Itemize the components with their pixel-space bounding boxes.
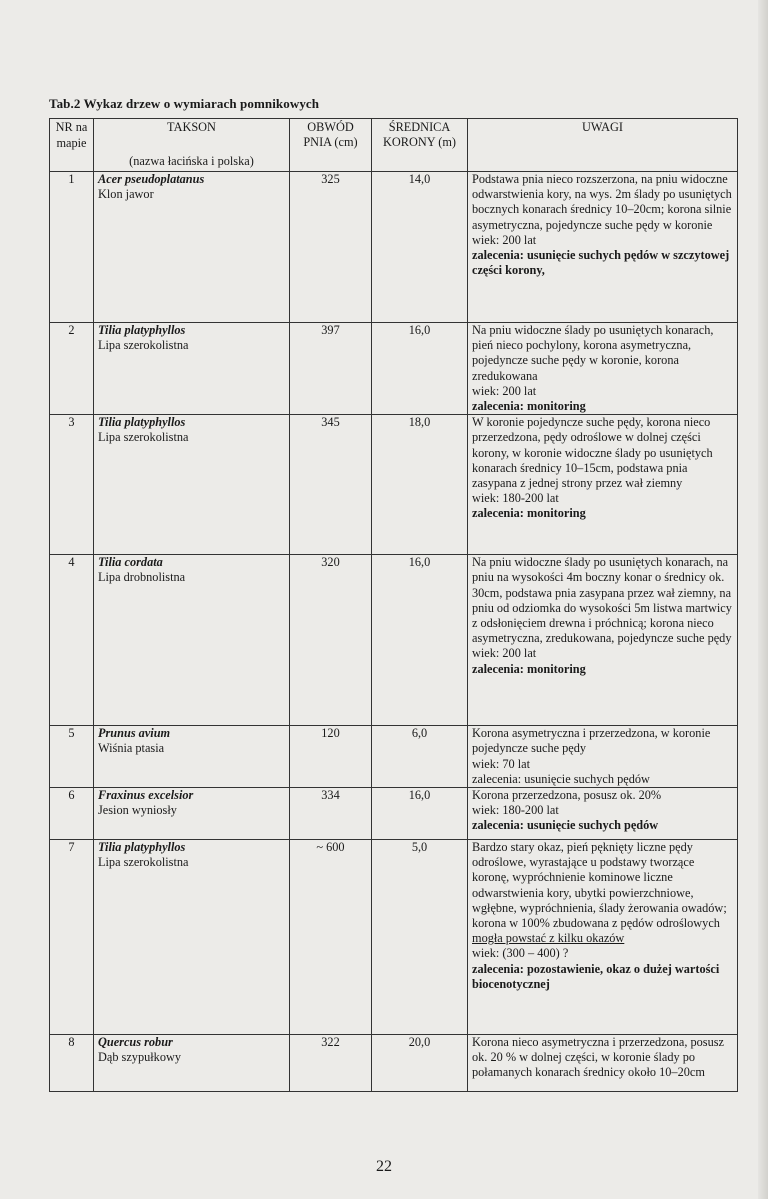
table-row	[50, 172, 738, 323]
latin-name: Tilia cordata	[98, 555, 163, 570]
cell-srednica: 16,0	[372, 323, 468, 415]
cell-nr: 4	[50, 555, 94, 726]
cell-srednica: 6,0	[372, 726, 468, 788]
cell-takson	[94, 726, 290, 788]
note-text: Korona asymetryczna i przerzedzona, w koronie pojedyncze suche pędy	[472, 726, 711, 756]
cell-obwod: 120	[290, 726, 372, 788]
cell-obwod: 334	[290, 788, 372, 840]
note-text: Na pniu widoczne ślady po usuniętych konarach, pień nieco pochylony, korona asymetryczna, pojedyncze suche pędy w koronie, korona zredukowana	[472, 323, 714, 383]
cell-takson	[94, 1035, 290, 1092]
table-row	[50, 555, 738, 726]
cell-obwod: 322	[290, 1035, 372, 1092]
latin-name: Fraxinus excelsior	[98, 788, 194, 803]
note-text: wiek: (300 – 400) ?	[472, 946, 569, 961]
polish-name: Lipa szerokolistna	[98, 430, 189, 445]
cell-obwod: ~ 600	[290, 840, 372, 1035]
recommendation-text: zalecenia: usunięcie suchych pędów	[472, 818, 659, 833]
table-header-row	[50, 119, 738, 172]
polish-name: Dąb szypułkowy	[98, 1050, 181, 1065]
cell-takson	[94, 840, 290, 1035]
recommendation-text: zalecenia: monitoring	[472, 399, 586, 414]
cell-uwagi	[468, 323, 738, 415]
cell-uwagi	[468, 415, 738, 555]
cell-srednica: 5,0	[372, 840, 468, 1035]
table-caption: Tab.2 Wykaz drzew o wymiarach pomnikowych	[49, 96, 320, 111]
table-row	[50, 726, 738, 788]
cell-nr: 6	[50, 788, 94, 840]
header-nr: NR na mapie	[50, 119, 94, 172]
monumental-trees-table	[49, 118, 738, 1092]
latin-name: Tilia platyphyllos	[98, 323, 186, 337]
cell-obwod: 320	[290, 555, 372, 726]
cell-uwagi	[468, 726, 738, 788]
table-row	[50, 323, 738, 415]
cell-uwagi	[468, 1035, 738, 1092]
note-text: Korona nieco asymetryczna i przerzedzona, posusz ok. 20 % w dolnej części, w koronie ślady po połamanych konarach średnicy około 10–20cm	[472, 1035, 724, 1080]
recommendation-text: zalecenia: pozostawienie, okaz o dużej wartości biocenotycznej	[472, 961, 720, 991]
cell-srednica: 20,0	[372, 1035, 468, 1092]
cell-nr: 2	[50, 323, 94, 415]
latin-name: Prunus avium	[98, 726, 171, 741]
page-number: 22	[376, 1158, 392, 1175]
polish-name: Lipa drobnolistna	[98, 570, 186, 585]
note-text: Podstawa pnia nieco rozszerzona, na pniu widoczne odwarstwienia kory, na wys. 2m ślady po usuniętych bocznych konarach średnicy 10–20cm; korona silnie asymetryczna, pojedyncze suche pędy w koronie	[472, 172, 732, 232]
cell-takson	[94, 788, 290, 840]
cell-obwod: 345	[290, 415, 372, 555]
table-row	[50, 1035, 738, 1092]
table-row	[50, 415, 738, 555]
header-takson-title: TAKSON	[167, 120, 216, 134]
note-text: wiek: 200 lat	[472, 232, 537, 247]
note-text: W koronie pojedyncze suche pędy, korona nieco przerzedzona, pędy odroślowe w dolnej części korony, w koronie widoczne ślady po usuniętych konarach średnicy 10–15cm, podstawa pnia zasypana z jednej strony przez wał ziemny	[472, 415, 713, 491]
latin-name: Tilia platyphyllos	[98, 840, 186, 855]
table-row	[50, 788, 738, 840]
cell-takson	[94, 323, 290, 415]
note-text: wiek: 200 lat	[472, 646, 537, 661]
polish-name: Klon jawor	[98, 187, 154, 202]
note-text: Bardzo stary okaz, pień pęknięty liczne pędy odroślowe, wyrastające u podstawy tworzące koronę, wypróchnienie kominowe liczne odwarstwienia kory, ubytki powierzchniowe, wgłębne, wypróchnienia, ślady żerowania owadów; korona w 100% zbudowana z pędów odroślowych	[472, 840, 727, 931]
latin-name: Tilia platyphyllos	[98, 415, 186, 430]
note-text: mogła powstać z kilku okazów	[472, 931, 625, 946]
table-body	[50, 172, 738, 1092]
polish-name: Jesion wyniosły	[98, 803, 177, 818]
polish-name: Lipa szerokolistna	[98, 855, 189, 870]
page-edge-shadow	[758, 0, 768, 1199]
header-takson-subtitle: (nazwa łacińska i polska)	[129, 153, 254, 168]
cell-takson	[94, 555, 290, 726]
cell-obwod: 325	[290, 172, 372, 323]
cell-srednica: 14,0	[372, 172, 468, 323]
cell-uwagi	[468, 840, 738, 1035]
cell-srednica: 16,0	[372, 788, 468, 840]
cell-takson	[94, 415, 290, 555]
header-uwagi: UWAGI	[468, 119, 738, 172]
cell-uwagi	[468, 172, 738, 323]
note-text: wiek: 70 lat	[472, 756, 531, 771]
cell-srednica: 18,0	[372, 415, 468, 555]
cell-nr: 1	[50, 172, 94, 323]
cell-takson	[94, 172, 290, 323]
header-obwod: OBWÓD PNIA (cm)	[290, 119, 372, 172]
latin-name: Acer pseudoplatanus	[98, 172, 205, 186]
table-row	[50, 840, 738, 1035]
cell-nr: 5	[50, 726, 94, 788]
cell-uwagi	[468, 555, 738, 726]
recommendation-text: zalecenia: monitoring	[472, 661, 586, 676]
note-text: wiek: 200 lat	[472, 383, 537, 398]
latin-name: Quercus robur	[98, 1035, 173, 1050]
header-srednica: ŚREDNICA KORONY (m)	[372, 119, 468, 172]
cell-nr: 7	[50, 840, 94, 1035]
note-text: wiek: 180-200 lat	[472, 491, 559, 506]
cell-obwod: 397	[290, 323, 372, 415]
cell-nr: 8	[50, 1035, 94, 1092]
cell-uwagi	[468, 788, 738, 840]
header-takson	[94, 119, 290, 172]
polish-name: Wiśnia ptasia	[98, 741, 165, 756]
cell-srednica: 16,0	[372, 555, 468, 726]
note-text: Na pniu widoczne ślady po usuniętych konarach, na pniu na wysokości 4m boczny konar o średnicy ok. 30cm, podstawa pnia zasypana przez wał ziemny, na pniu od odziomka do wysokości 5m listwa martwicy z odsłonięciem drewna i próchnicą; korona nieco asymetryczna, zredukowana, pojedyncze suche pędy	[472, 555, 732, 646]
note-text: wiek: 180-200 lat	[472, 803, 559, 818]
polish-name: Lipa szerokolistna	[98, 338, 189, 353]
note-text: Korona przerzedzona, posusz ok. 20%	[472, 788, 662, 803]
recommendation-text: zalecenia: usunięcie suchych pędów w szczytowej części korony,	[472, 248, 730, 278]
recommendation-text: zalecenia: monitoring	[472, 506, 586, 521]
note-text: zalecenia: usunięcie suchych pędów	[472, 771, 650, 786]
cell-nr: 3	[50, 415, 94, 555]
